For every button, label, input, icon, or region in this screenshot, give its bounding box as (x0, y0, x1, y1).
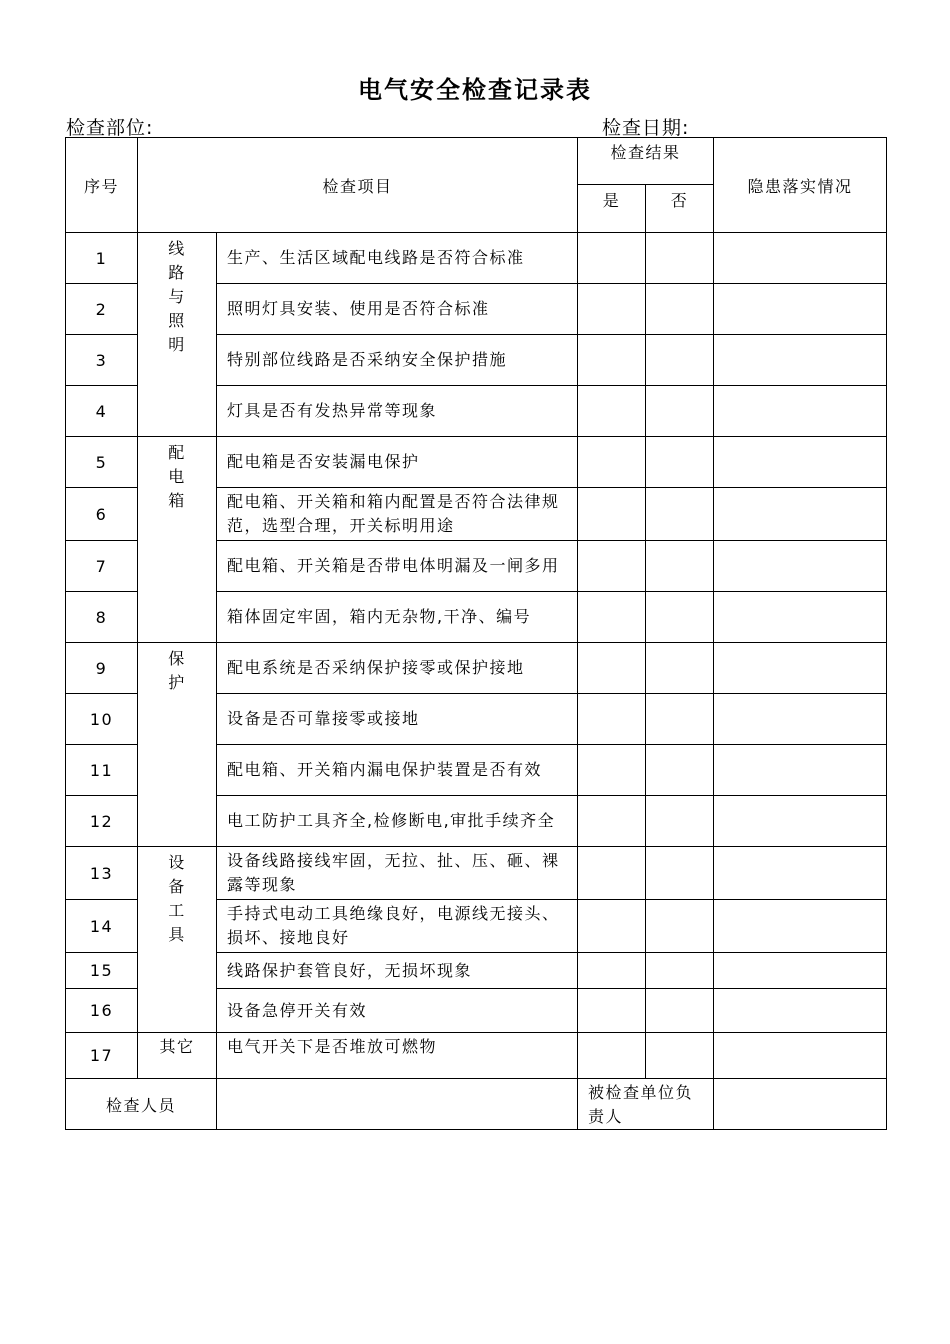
row-number: 13 (66, 847, 138, 900)
check-item: 生产、生活区域配电线路是否符合标准 (217, 233, 578, 284)
status-cell (714, 796, 887, 847)
row-number: 6 (66, 488, 138, 541)
no-cell (646, 592, 714, 643)
check-item: 配电箱、开关箱内漏电保护装置是否有效 (217, 745, 578, 796)
no-cell (646, 796, 714, 847)
category-label: 其它 (159, 1037, 195, 1056)
category-cell (138, 643, 217, 847)
row-number: 7 (66, 541, 138, 592)
status-cell (714, 488, 887, 541)
yes-cell (578, 694, 646, 745)
header-item: 检查项目 (138, 138, 578, 233)
category-char: 照 (168, 311, 186, 330)
check-item: 手持式电动工具绝缘良好，电源线无接头、损坏、接地良好 (217, 900, 578, 953)
no-cell (646, 643, 714, 694)
row-number: 11 (66, 745, 138, 796)
check-item: 箱体固定牢固，箱内无杂物,干净、编号 (217, 592, 578, 643)
check-item: 电工防护工具齐全,检修断电,审批手续齐全 (217, 796, 578, 847)
inspector-value (217, 1079, 578, 1130)
row-number: 17 (66, 1033, 138, 1079)
category-char: 明 (168, 335, 186, 354)
check-item: 配电箱、开关箱和箱内配置是否符合法律规范，选型合理，开关标明用途 (217, 488, 578, 541)
yes-cell (578, 953, 646, 989)
header-status: 隐患落实情况 (714, 138, 887, 233)
no-cell (646, 335, 714, 386)
check-item: 配电系统是否采纳保护接零或保护接地 (217, 643, 578, 694)
header-no: 否 (646, 185, 714, 233)
category-char: 保 (168, 649, 186, 668)
category-char: 护 (168, 673, 186, 692)
category-cell (138, 847, 217, 1033)
status-cell (714, 1033, 887, 1079)
check-item: 设备线路接线牢固，无拉、扯、压、砸、裸露等现象 (217, 847, 578, 900)
check-item: 电气开关下是否堆放可燃物 (217, 1033, 578, 1079)
status-cell (714, 541, 887, 592)
row-number: 1 (66, 233, 138, 284)
row-number: 2 (66, 284, 138, 335)
yes-cell (578, 989, 646, 1033)
no-cell (646, 847, 714, 900)
inspection-table (65, 137, 887, 1130)
no-cell (646, 386, 714, 437)
status-cell (714, 847, 887, 900)
row-number: 9 (66, 643, 138, 694)
yes-cell (578, 1033, 646, 1079)
status-cell (714, 900, 887, 953)
check-item: 设备是否可靠接零或接地 (217, 694, 578, 745)
row-number: 5 (66, 437, 138, 488)
no-cell (646, 541, 714, 592)
yes-cell (578, 796, 646, 847)
check-item: 配电箱是否安装漏电保护 (217, 437, 578, 488)
status-cell (714, 989, 887, 1033)
category-char: 工 (168, 901, 186, 920)
category-char: 箱 (168, 491, 186, 510)
row-number: 8 (66, 592, 138, 643)
status-cell (714, 694, 887, 745)
yes-cell (578, 541, 646, 592)
status-cell (714, 643, 887, 694)
yes-cell (578, 437, 646, 488)
yes-cell (578, 847, 646, 900)
location-label: 检查部位: (66, 117, 154, 139)
status-cell (714, 745, 887, 796)
row-number: 15 (66, 953, 138, 989)
no-cell (646, 745, 714, 796)
status-cell (714, 284, 887, 335)
check-item: 灯具是否有发热异常等现象 (217, 386, 578, 437)
category-char: 设 (168, 853, 186, 872)
yes-cell (578, 900, 646, 953)
status-cell (714, 953, 887, 989)
yes-cell (578, 488, 646, 541)
row-number: 12 (66, 796, 138, 847)
row-number: 14 (66, 900, 138, 953)
status-cell (714, 437, 887, 488)
no-cell (646, 437, 714, 488)
page-title: 电气安全检查记录表 (358, 76, 592, 104)
date-label: 检查日期: (602, 117, 690, 139)
check-item: 照明灯具安装、使用是否符合标准 (217, 284, 578, 335)
no-cell (646, 694, 714, 745)
header-seq: 序号 (66, 138, 138, 233)
check-item: 线路保护套管良好，无损坏现象 (217, 953, 578, 989)
yes-cell (578, 233, 646, 284)
yes-cell (578, 643, 646, 694)
yes-cell (578, 335, 646, 386)
category-char: 电 (168, 467, 186, 486)
row-number: 10 (66, 694, 138, 745)
row-number: 3 (66, 335, 138, 386)
inspector-label: 检查人员 (66, 1079, 217, 1130)
yes-cell (578, 745, 646, 796)
no-cell (646, 989, 714, 1033)
category-char: 备 (168, 877, 186, 896)
status-cell (714, 233, 887, 284)
yes-cell (578, 386, 646, 437)
category-cell (138, 437, 217, 643)
responsible-label: 被检查单位负责人 (578, 1079, 714, 1130)
check-item: 特别部位线路是否采纳安全保护措施 (217, 335, 578, 386)
category-char: 与 (168, 287, 186, 306)
row-number: 16 (66, 989, 138, 1033)
no-cell (646, 900, 714, 953)
yes-cell (578, 592, 646, 643)
yes-cell (578, 284, 646, 335)
status-cell (714, 335, 887, 386)
no-cell (646, 953, 714, 989)
category-char: 配 (168, 443, 186, 462)
category-char: 线 (168, 239, 186, 258)
category-char: 路 (168, 263, 186, 282)
check-item: 设备急停开关有效 (217, 989, 578, 1033)
status-cell (714, 592, 887, 643)
category-cell (138, 1033, 217, 1079)
header-result: 检查结果 (578, 138, 714, 185)
row-number: 4 (66, 386, 138, 437)
category-cell (138, 233, 217, 437)
no-cell (646, 488, 714, 541)
no-cell (646, 1033, 714, 1079)
category-char: 具 (168, 925, 186, 944)
no-cell (646, 284, 714, 335)
header-yes: 是 (578, 185, 646, 233)
responsible-value (714, 1079, 887, 1130)
check-item: 配电箱、开关箱是否带电体明漏及一闸多用 (217, 541, 578, 592)
no-cell (646, 233, 714, 284)
status-cell (714, 386, 887, 437)
